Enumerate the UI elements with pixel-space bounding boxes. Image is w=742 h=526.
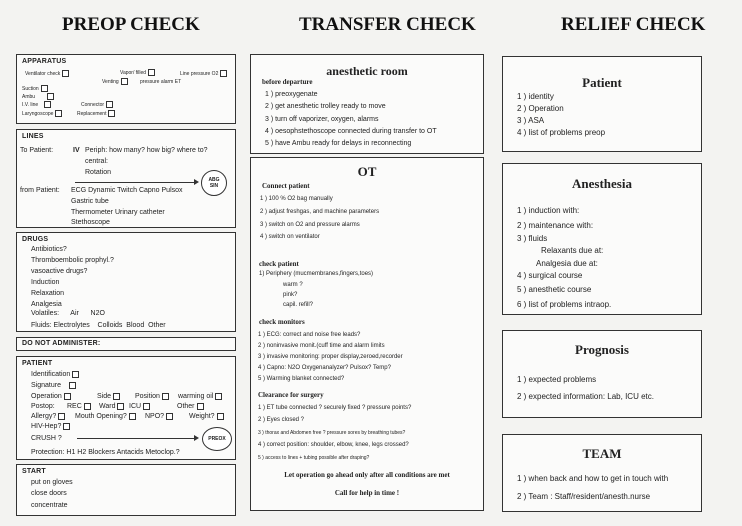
vapor-filled-item [120,69,155,77]
volatiles-line: Volatiles: Air N2O [31,310,105,317]
position-checkbox[interactable] [162,393,169,400]
check-patient-label: check patient [259,260,299,268]
mouth-opening-label: Mouth Opening? [75,413,127,420]
periphery-subitem: pink? [283,292,298,298]
stethoscope-label: Stethoscope [71,219,110,226]
signature-label: Signature [31,382,61,389]
preox-label: PREOX [208,436,226,442]
relief-anesthesia-subitem: Relaxants due at: [541,246,604,255]
anesthetic-room-section [250,54,484,154]
replacement-checkbox[interactable] [108,110,115,117]
relief-anesthesia-item: 3 ) fluids [517,234,548,243]
team-heading: TEAM [582,446,622,461]
connector-label: Connector [81,101,105,108]
vapor-filled-label: Vapor/ filled [120,69,147,76]
check-monitors-label: check monitors [259,318,305,326]
anesthetic-room-item: 4 ) oesophstethoscope connected during transfer to OT [265,128,437,135]
npo-checkbox[interactable] [166,413,173,420]
identification-checkbox[interactable] [72,371,79,378]
gastric-tube-label: Gastric tube [71,198,109,205]
lines-arrow [75,182,195,183]
from-patient-label: from Patient: [20,187,60,194]
allergy-label: Allergy? [31,413,57,420]
operation-item [31,392,71,401]
connect-item: 1 ) 100 % O2 bag manually [260,196,333,202]
start-section [16,464,236,516]
start-item: concentrate [31,502,68,509]
ventilator-check-label: Ventilator check [25,70,61,77]
relief-patient-item: 4 ) list of problems preop [517,128,606,137]
start-item: put on gloves [31,479,73,486]
relief-anesthesia-item: 5 ) anesthetic course [517,285,592,294]
protection-line: Protection: H1 H2 Blockers Antacids Metoclop.? [31,449,180,456]
allergy-item [31,412,65,421]
postop-label: Postop: [31,403,55,410]
ventilator-check-checkbox[interactable] [62,70,69,77]
drug-item: Antibiotics? [31,246,67,253]
patient-preop-section [16,356,236,460]
position-label: Position [135,393,160,400]
other-checkbox[interactable] [197,403,204,410]
apparatus-heading: APPARATUS [22,58,67,65]
clearance-label: Clearance for surgery [258,391,324,399]
line-pressure-label: Line pressure O2 [180,70,219,77]
lines-heading: LINES [22,133,44,140]
drug-item: vasoactive drugs? [31,268,88,275]
before-departure-label: before departure [262,78,313,86]
anesthetic-room-item: 2 ) get anesthetic trolley ready to move [265,103,386,110]
venting-checkbox[interactable] [121,78,128,85]
do-not-administer-heading: DO NOT ADMINISTER: [22,340,101,347]
weight-item [189,412,224,421]
iv-detail-text: Periph: how many? how big? where to? [85,147,208,154]
side-checkbox[interactable] [113,393,120,400]
laryngoscope-checkbox[interactable] [55,110,62,117]
npo-item [145,412,173,421]
preop-check-title: PREOP CHECK [62,14,200,35]
ambu-item [22,93,54,101]
prognosis-item: 1 ) expected problems [517,375,597,384]
venting-item [102,78,128,86]
from-patient-items: ECG Dynamic Twitch Capno Pulsox [71,187,183,194]
relief-anesthesia-subitem: Analgesia due at: [536,259,598,268]
patient-preop-heading: PATIENT [22,360,53,367]
lines-arrowhead [194,179,199,185]
do-not-administer-section [16,337,236,351]
replacement-label: Replacement [77,110,107,117]
mouth-opening-checkbox[interactable] [129,413,136,420]
go-ahead-note: Let operation go ahead only after all conditions are met [284,471,450,479]
drugs-section [16,232,236,332]
relief-patient-item: 3 ) ASA [517,116,545,125]
clearance-item: 1 ) ET tube connected ? securely fixed ? pressure points? [258,405,412,411]
central-label: central: [85,158,108,165]
drug-item: Induction [31,279,60,286]
periphery-subitem: warm ? [283,282,303,288]
drug-item: Thromboembolic prophyl.? [31,257,114,264]
clearance-item: 3 ) thorax and Abdomen free ? pressure sores by breathing tubes? [258,430,406,436]
drug-item: Relaxation [31,290,65,297]
anesthetic-room-item: 3 ) turn off vaporizer, oxygen, alarms [265,116,379,123]
ambu-checkbox[interactable] [47,93,54,100]
position-item [135,392,169,401]
abg-circle [201,170,227,196]
signature-checkbox[interactable] [69,382,76,389]
other-label: Other [177,403,195,410]
clearance-item: 4 ) correct position: shoulder, elbow, knee, legs crossed? [258,442,409,448]
fluids-line: Fluids: Electrolytes Colloids Blood Other [31,322,166,329]
rec-item [67,402,91,411]
relief-patient-section [502,56,702,152]
prognosis-section [502,330,702,418]
monitor-item: 3 ) invasive monitoring: proper display,zeroed,recorder [258,354,403,360]
monitor-item: 1 ) ECG: correct and noise free leads? [258,332,361,338]
abg-label: ABG SIN [208,177,220,189]
signature-item [31,381,76,390]
icu-item [129,402,150,411]
prognosis-item: 2 ) expected information: Lab, ICU etc. [517,392,654,401]
weight-label: Weight? [189,413,215,420]
relief-anesthesia-item: 1 ) induction with: [517,206,580,215]
connect-patient-label: Connect patient [262,182,310,190]
warming-label: warming oil [178,393,214,400]
iv-line-item [22,101,51,109]
rec-checkbox[interactable] [84,403,91,410]
suction-item [22,85,48,93]
crush-arrowhead [194,435,199,441]
icu-label: ICU [129,403,142,410]
apparatus-section [16,54,236,124]
line-pressure-checkbox[interactable] [220,70,227,77]
other-item [177,402,204,411]
lines-section [16,129,236,228]
transfer-check-title: TRANSFER CHECK [299,14,476,35]
relief-patient-item: 2 ) Operation [517,104,564,113]
ot-heading: OT [357,164,377,179]
side-label: Side [97,393,112,400]
icu-checkbox[interactable] [143,403,150,410]
vapor-filled-checkbox[interactable] [148,69,155,76]
iv-label: IV [73,147,80,154]
drugs-heading: DRUGS [22,236,49,243]
to-patient-label: To Patient: [20,147,54,154]
clearance-item: 5 ) access to lines + tubing possible after draping? [258,455,370,461]
pressure-alarm-label: pressure alarm ET [140,79,182,85]
ventilator-check-item [25,70,69,78]
iv-line-label: I.V. line [22,101,39,108]
rotation-label: Rotation [85,169,112,176]
side-item [97,392,120,401]
connector-checkbox[interactable] [106,101,113,108]
relief-anesthesia-item: 4 ) surgical course [517,271,583,280]
monitor-item: 2 ) noninvasive monit.(cuff time and alarm limits [258,343,385,349]
relief-anesthesia-item: 6 ) list of problems intraop. [517,300,612,309]
npo-label: NPO? [145,413,165,420]
identification-label: Identification [31,371,71,378]
relief-patient-heading: Patient [582,75,622,90]
anesthetic-room-item: 1 ) preoxygenate [265,91,318,98]
operation-label: Operation [31,393,62,400]
team-item: 1 ) when back and how to get in touch with [517,474,669,483]
relief-anesthesia-section [502,163,702,315]
connect-item: 3 ) switch on O2 and pressure alarms [260,222,360,228]
ambu-label: Ambu [22,93,36,100]
anesthetic-room-item: 5 ) have Ambu ready for delays in reconnecting [265,140,412,147]
crush-arrow [77,438,195,439]
crush-label: CRUSH ? [31,435,62,442]
relief-check-title: RELIEF CHECK [561,14,706,35]
relief-anesthesia-heading: Anesthesia [572,176,632,191]
ward-label: Ward [99,403,116,410]
monitor-item: 4 ) Capno: N2O Oxygenanalyzer? Pulsox? Temp? [258,365,391,371]
connector-item [81,101,113,109]
identification-item [31,370,79,379]
relief-patient-item: 1 ) identity [517,92,554,101]
connect-item: 2 ) adjust freshgas, and machine parameters [260,209,380,215]
ward-item [99,402,124,411]
mouth-opening-item [75,412,136,421]
periphery-subitem: capil. refill? [283,302,314,308]
warming-checkbox[interactable] [215,393,222,400]
rec-label: REC [67,403,82,410]
suction-label: Suction [22,85,39,92]
call-for-help-note: Call for help in time ! [334,489,400,497]
drug-item: Analgesia [31,301,62,308]
start-item: close doors [31,490,67,497]
start-heading: START [22,468,46,475]
prognosis-heading: Prognosis [575,342,629,357]
anesthetic-room-heading: anesthetic room [326,64,408,78]
ward-checkbox[interactable] [117,403,124,410]
monitor-item: 5 ) Warming blanket connected? [258,376,345,382]
weight-checkbox[interactable] [217,413,224,420]
iv-line-checkbox[interactable] [44,101,51,108]
connect-item: 4 ) switch on ventilator [260,234,320,240]
suction-checkbox[interactable] [41,85,48,92]
hiv-hep-checkbox[interactable] [63,423,70,430]
laryngoscope-item [22,110,62,118]
team-item: 2 ) Team : Staff/resident/anesth.nurse [517,492,651,501]
team-section [502,434,702,512]
preox-circle [202,427,232,451]
allergy-checkbox[interactable] [58,413,65,420]
ot-section [250,157,484,511]
warming-item [178,392,222,401]
hiv-hep-item [31,422,70,431]
operation-checkbox[interactable] [64,393,71,400]
periphery-item: 1) Periphery (mucmembranes,fingers,toes) [259,271,374,277]
laryngoscope-label: Laryngoscope [22,110,54,117]
clearance-item: 2 ) Eyes closed ? [258,417,305,423]
line-pressure-item [180,70,227,78]
relief-anesthesia-item: 2 ) maintenance with: [517,221,594,230]
thermometer-label: Thermometer Urinary catheter [71,209,165,216]
venting-label: Venting [102,78,119,85]
replacement-item [77,110,115,118]
hiv-hep-label: HIV-Hep? [31,423,62,430]
